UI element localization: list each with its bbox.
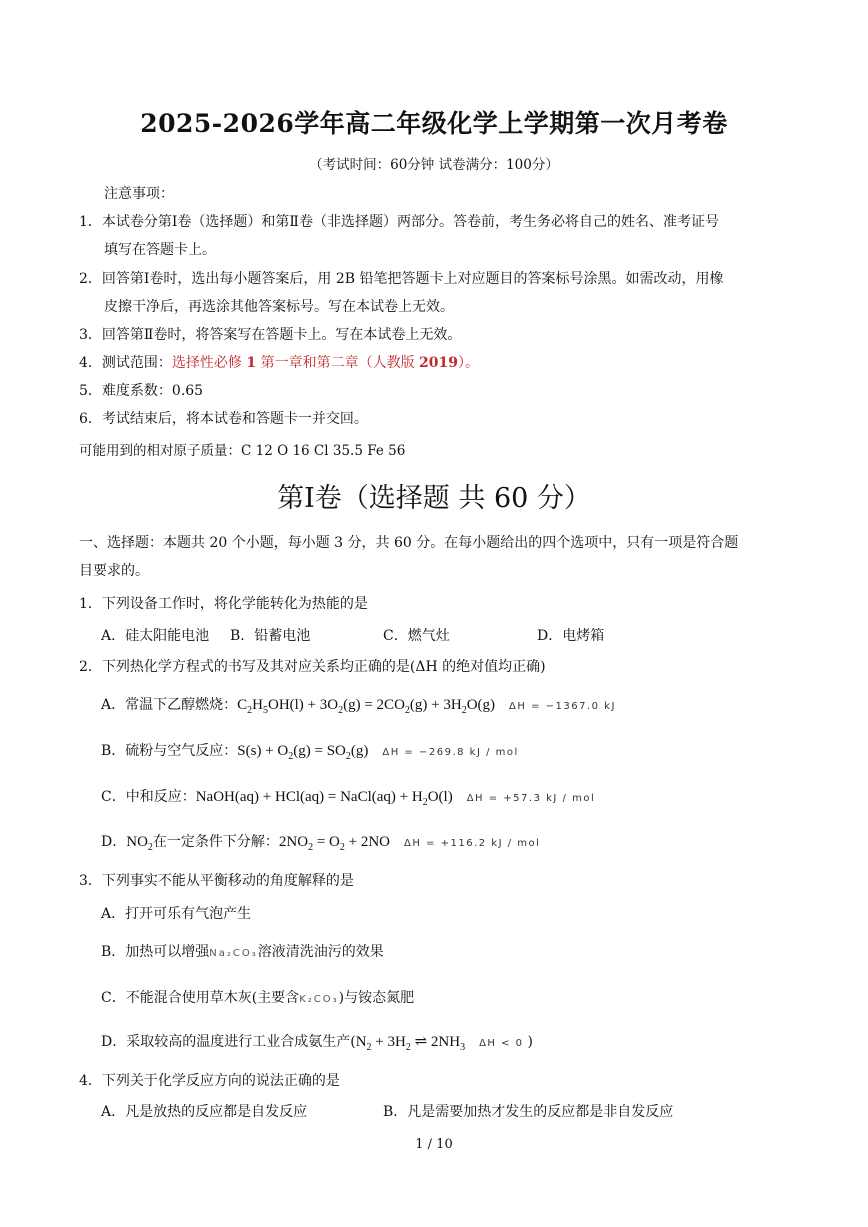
q2-option-d-equation: $2NO_2 = O_2 + 2NO$ xyxy=(278,834,390,853)
q2-option-c-equation: NaOH(aq) + HCl(aq) = NaCl(aq) + $H_2O(l)$ xyxy=(195,789,453,808)
q3-option-d-equation: $N_2 + 3H_2$ ⇌ $2NH_3$ xyxy=(355,1034,466,1053)
exam-title: 2025-2026学年高二年级化学上学期第一次月考卷 xyxy=(140,109,728,138)
q2-option-c-enthalpy: ΔH = +57.3 kJ / mol xyxy=(466,793,596,804)
q2-option-a-equation: $C_2H_5OH(l) + 3O_2(g) = 2CO_2(g) + 3H_2O(g)$ xyxy=(237,697,496,716)
note-4 xyxy=(79,352,479,372)
q2-option-c xyxy=(101,786,595,808)
q1-option-c: C．燃气灶 xyxy=(383,628,450,644)
note-1-line-2: 填写在答题卡上。 xyxy=(104,242,216,258)
q3-option-b-formula: Na₂CO₃ xyxy=(209,948,258,959)
notes-heading: 注意事项： xyxy=(104,186,174,202)
q2-option-d xyxy=(101,831,540,853)
q3-option-c-formula: K₂CO₃ xyxy=(299,994,339,1005)
q1-option-d: D．电烤箱 xyxy=(537,628,605,644)
section-instructions-line-2: 目要求的。 xyxy=(79,563,149,579)
q2-option-a xyxy=(101,694,616,716)
note-2-line-2: 皮擦干净后，再选涂其他答案标号。写在本试卷上无效。 xyxy=(104,299,454,315)
q2-stem: 2．下列热化学方程式的书写及其对应关系均正确的是(ΔH 的绝对值均正确) xyxy=(79,659,546,675)
q4-stem: 4．下列关于化学反应方向的说法正确的是 xyxy=(79,1073,340,1089)
test-scope-1: 选择性必修 xyxy=(171,355,247,371)
q2-option-b-label: B．硫粉与空气反应： xyxy=(101,743,238,759)
exam-subtitle: （考试时间：60分钟 试卷满分：100分） xyxy=(309,157,559,173)
test-scope-5: ）。 xyxy=(458,355,479,371)
q2-option-b-equation: $S(s) + O_2(g) = SO_2(g)$ xyxy=(237,743,369,762)
q2-option-b xyxy=(101,740,519,762)
test-scope-2: 1 xyxy=(246,355,257,371)
q3-option-c: C．不能混合使用草木灰(主要含K₂CO₃)与铵态氮肥 xyxy=(101,990,415,1006)
q1-stem: 1．下列设备工作时，将化学能转化为热能的是 xyxy=(79,596,368,612)
note-4-prefix: 4．测试范围： xyxy=(79,355,172,371)
section-title: 第Ⅰ卷（选择题 共 60 分） xyxy=(277,483,591,514)
note-6: 6．考试结束后，将本试卷和答题卡一并交回。 xyxy=(79,411,368,427)
section-instructions-line-1: 一、选择题：本题共 20 个小题，每小题 3 分，共 60 分。在每小题给出的四个选项中，只有一项是符合题 xyxy=(79,535,739,551)
note-5: 5．难度系数：0.65 xyxy=(79,383,204,399)
note-3: 3．回答第Ⅱ卷时，将答案写在答题卡上。写在本试卷上无效。 xyxy=(79,327,462,343)
note-2-line-1: 2．回答第Ⅰ卷时，选出每小题答案后，用 2B 铅笔把答题卡上对应题目的答案标号涂黑。如需改动，用橡 xyxy=(79,271,724,287)
q2-option-d-species: $NO_2$ xyxy=(126,834,153,853)
q2-option-a-enthalpy: ΔH = −1367.0 kJ xyxy=(509,701,616,712)
q1-option-b: B．铅蓄电池 xyxy=(230,628,311,644)
q2-option-d-text: 在一定条件下分解： xyxy=(152,834,279,850)
q2-option-d-enthalpy: ΔH = +116.2 kJ / mol xyxy=(404,838,541,849)
q4-option-a: A．凡是放热的反应都是自发反应 xyxy=(101,1104,308,1120)
q3-stem: 3．下列事实不能从平衡移动的角度解释的是 xyxy=(79,873,354,889)
q4-option-b: B．凡是需要加热才发生的反应都是非自发反应 xyxy=(383,1104,674,1120)
q1-option-a: A．硅太阳能电池 xyxy=(101,628,210,644)
page-number: 1 / 10 xyxy=(415,1137,453,1152)
test-scope-4: 2019 xyxy=(419,355,458,371)
q2-option-a-label: A．常温下乙醇燃烧： xyxy=(101,697,238,713)
note-1-line-1: 1．本试卷分第Ⅰ卷（选择题）和第Ⅱ卷（非选择题）两部分。答卷前，考生务必将自己的姓名、准考证号 xyxy=(79,214,719,230)
test-scope-3: 第一章和第二章（人教版 xyxy=(256,355,420,371)
q3-option-b: B．加热可以增强Na₂CO₃溶液清洗油污的效果 xyxy=(101,944,384,960)
atomic-mass-line: 可能用到的相对原子质量：C 12 O 16 Cl 35.5 Fe 56 xyxy=(79,443,406,459)
q3-option-d-enthalpy: ΔH < 0 xyxy=(479,1038,524,1049)
q2-option-c-label: C．中和反应： xyxy=(101,789,196,805)
q3-option-a: A．打开可乐有气泡产生 xyxy=(101,906,252,922)
q2-option-d-label: D． xyxy=(101,834,127,850)
q3-option-d: D．采取较高的温度进行工业合成氨生产($N_2 + 3H_2$ ⇌ $2NH_3$ ΔH < 0 ) xyxy=(101,1034,533,1053)
q2-option-b-enthalpy: ΔH = −269.8 kJ / mol xyxy=(382,747,519,758)
